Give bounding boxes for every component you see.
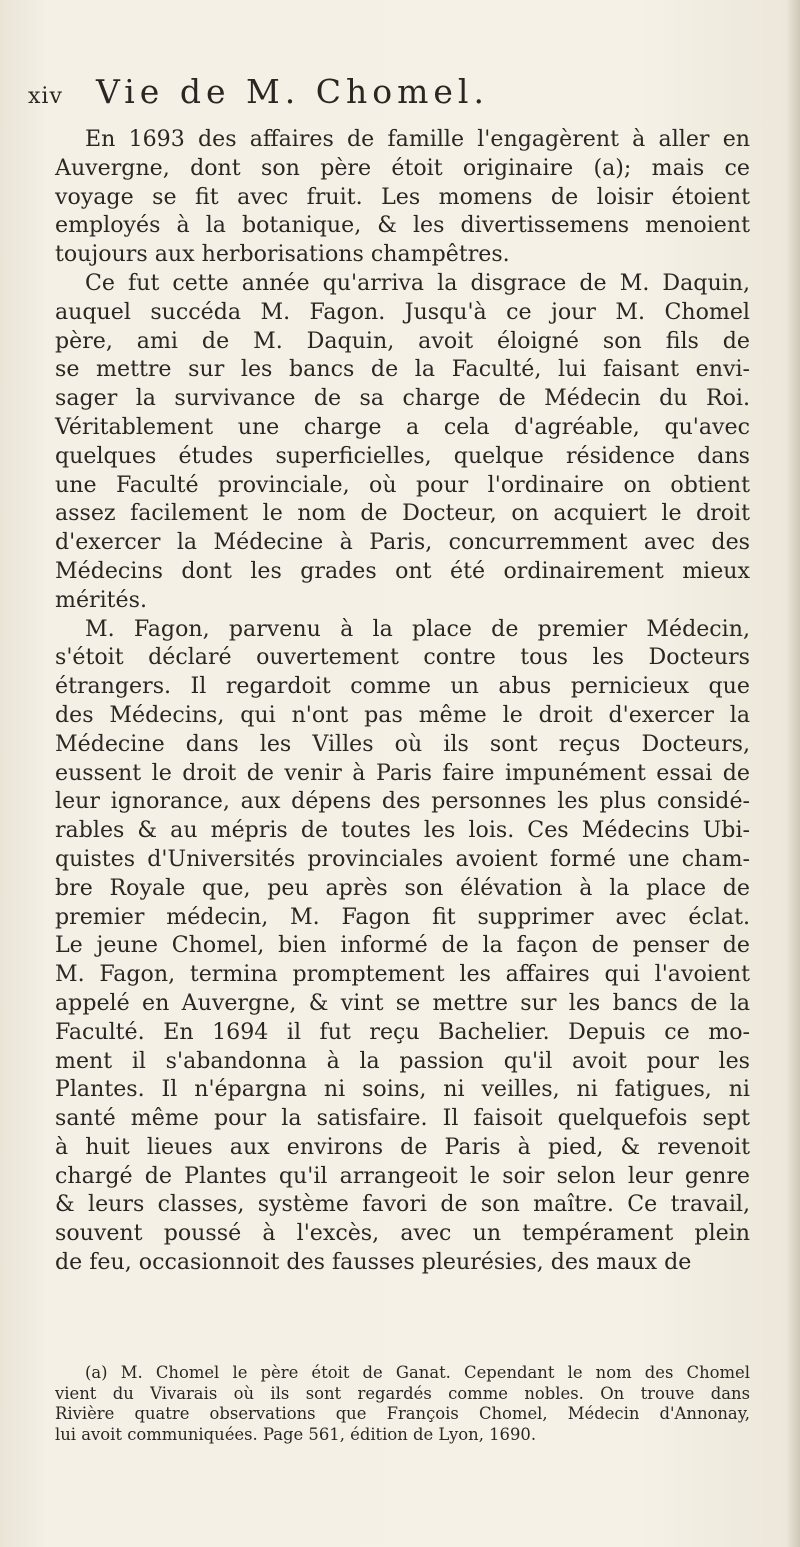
text-line: rables & au mépris de toutes les lois. Ces Médecins Ubi- <box>55 817 750 844</box>
text-line: d'exercer la Médecine à Paris, concurremment avec des <box>55 529 750 556</box>
page-edge-shadow <box>786 0 800 1547</box>
text-line: une Faculté provinciale, où pour l'ordinaire on obtient <box>55 471 750 498</box>
text-line: & leurs classes, système favori de son maître. Ce travail, <box>55 1191 750 1218</box>
footnote-line: lui avoit communiquées. Page 561, édition de Lyon, 1690. <box>55 1424 537 1444</box>
text-line: Auvergne, dont son père étoit originaire (a); mais ce <box>55 154 750 181</box>
text-line: toujours aux herborisations champêtres. <box>55 241 510 268</box>
text-line: Médecine dans les Villes où ils sont reçus Docteurs, <box>55 730 750 757</box>
text-line: se mettre sur les bancs de la Faculté, lui faisant envi- <box>55 356 750 383</box>
text-line: Plantes. Il n'épargna ni soins, ni veilles, ni fatigues, ni <box>55 1076 750 1103</box>
text-line: bre Royale que, peu après son élévation à la place de <box>55 874 750 901</box>
text-line: auquel succéda M. Fagon. Jusqu'à ce jour M. Chomel <box>55 298 750 325</box>
running-title: Vie de M. Chomel. <box>96 72 489 111</box>
text-line: souvent poussé à l'excès, avec un tempérament plein <box>55 1220 750 1247</box>
text-line: père, ami de M. Daquin, avoit éloigné son fils de <box>55 327 750 354</box>
page-number: xiv <box>28 84 63 109</box>
text-line: mérités. <box>55 586 147 613</box>
main-text <box>55 125 750 1277</box>
text-line: chargé de Plantes qu'il arrangeoit le soir selon leur genre <box>55 1162 750 1189</box>
text-line: Véritablement une charge a cela d'agréable, qu'avec <box>55 413 750 440</box>
footnote-line: vient du Vivarais où ils sont regardés comme nobles. On trouve dans <box>55 1383 750 1403</box>
text-line: premier médecin, M. Fagon fit supprimer avec éclat. <box>55 903 750 930</box>
text-line: de feu, occasionnoit des fausses pleurésies, des maux de <box>55 1249 692 1276</box>
text-line: quelques études superficielles, quelque résidence dans <box>55 442 750 469</box>
footnote-line: (a) M. Chomel le père étoit de Ganat. Cependant le nom des Chomel <box>85 1363 750 1382</box>
page-header <box>28 72 728 112</box>
text-line: voyage se fit avec fruit. Les momens de loisir étoient <box>55 183 750 210</box>
text-line: assez facilement le nom de Docteur, on acquiert le droit <box>55 500 750 527</box>
text-line: s'étoit déclaré ouvertement contre tous les Docteurs <box>55 644 750 671</box>
footnotes <box>55 1363 750 1445</box>
text-line: employés à la botanique, & les divertissemens menoient <box>55 212 750 239</box>
text-line: En 1693 des affaires de famille l'engagèrent à aller en <box>85 126 750 152</box>
text-line: Le jeune Chomel, bien informé de la façon de penser de <box>55 932 750 959</box>
text-line: M. Fagon, termina promptement les affaires qui l'avoient <box>55 961 750 988</box>
text-line: à huit lieues aux environs de Paris à pied, & revenoit <box>55 1133 750 1160</box>
text-line: étrangers. Il regardoit comme un abus pernicieux que <box>55 673 750 700</box>
text-line: santé même pour la satisfaire. Il faisoit quelquefois sept <box>55 1105 750 1132</box>
text-line: M. Fagon, parvenu à la place de premier Médecin, <box>85 615 750 642</box>
text-line: Ce fut cette année qu'arriva la disgrace de M. Daquin, <box>85 269 750 296</box>
text-line: ment il s'abandonna à la passion qu'il avoit pour les <box>55 1047 750 1074</box>
text-line: leur ignorance, aux dépens des personnes les plus considé- <box>55 788 750 815</box>
text-line: des Médecins, qui n'ont pas même le droit d'exercer la <box>55 701 750 728</box>
text-line: appelé en Auvergne, & vint se mettre sur les bancs de la <box>55 989 750 1016</box>
text-line: Médecins dont les grades ont été ordinairement mieux <box>55 557 750 584</box>
text-line: eussent le droit de venir à Paris faire impunément essai de <box>55 759 750 786</box>
footnote-line: Rivière quatre observations que François Chomel, Médecin d'Annonay, <box>55 1404 750 1423</box>
text-line: quistes d'Universités provinciales avoient formé une cham- <box>55 845 750 872</box>
text-line: sager la survivance de sa charge de Médecin du Roi. <box>55 385 750 412</box>
text-line: Faculté. En 1694 il fut reçu Bachelier. Depuis ce mo- <box>55 1018 750 1045</box>
